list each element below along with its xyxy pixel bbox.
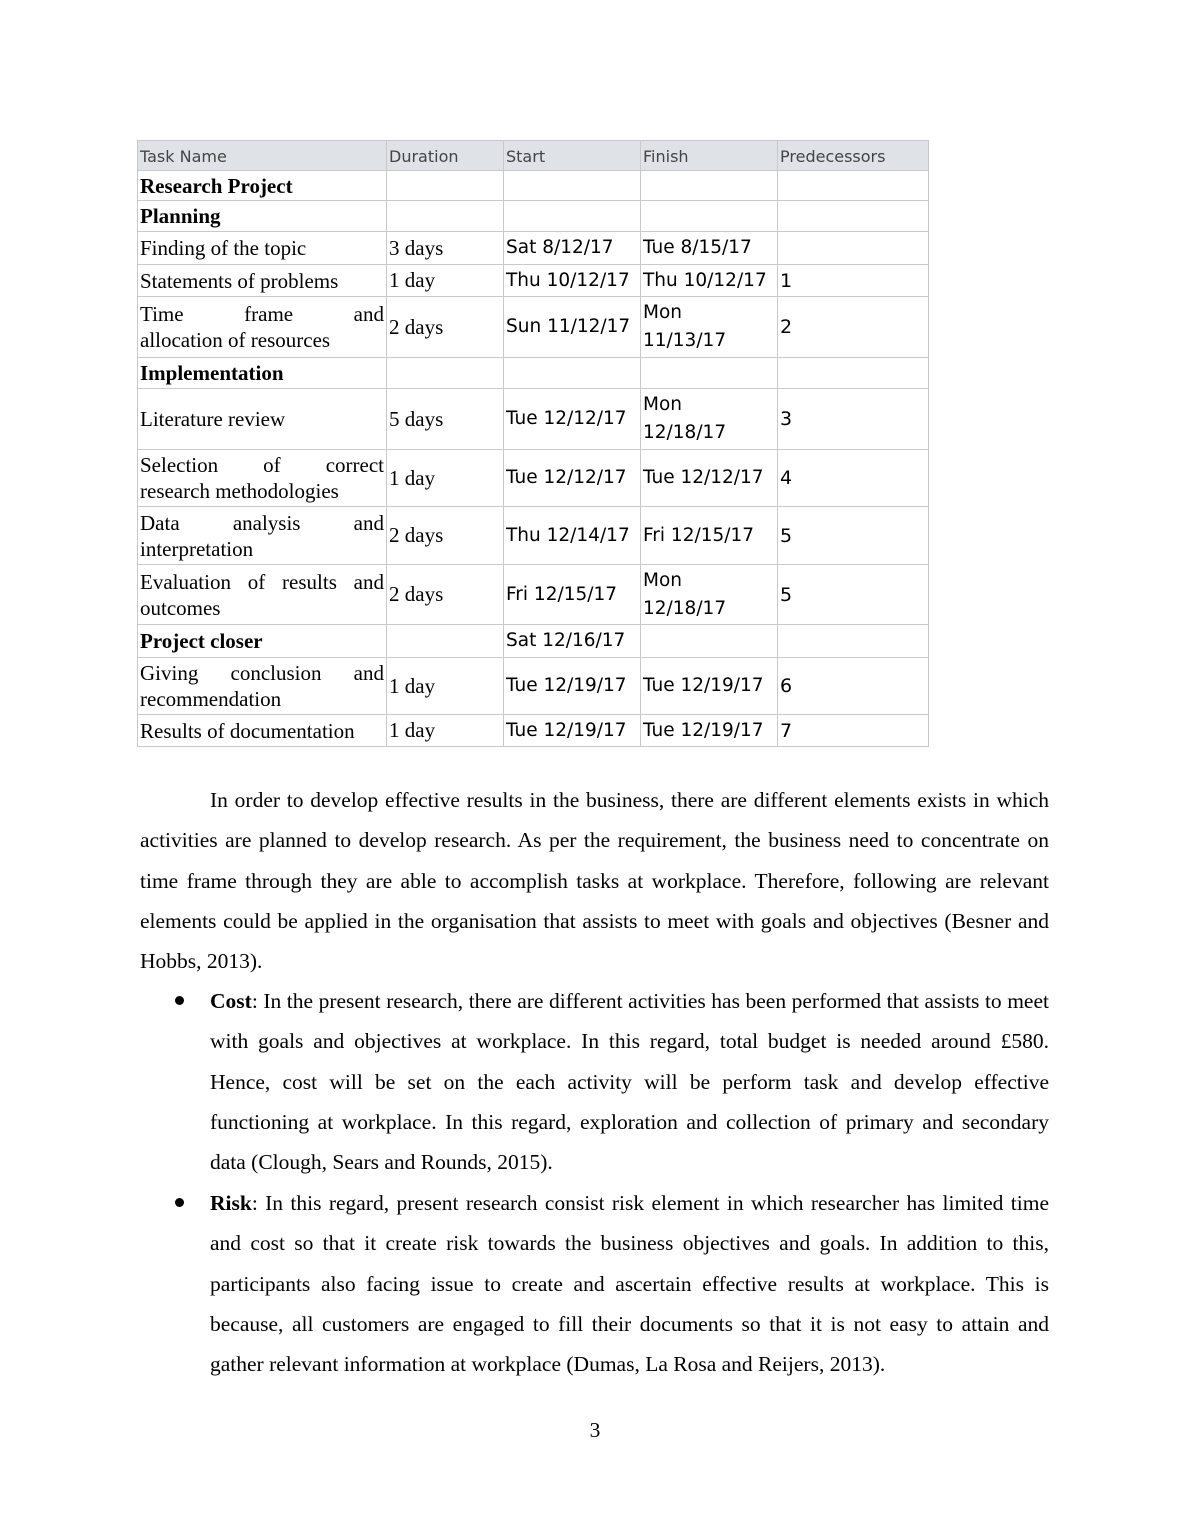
table-row: [138, 658, 929, 715]
task-duration: [387, 201, 504, 232]
task-predecessors: 4: [778, 450, 929, 507]
task-start: Sat 12/16/17: [504, 625, 641, 658]
table-row: [138, 715, 929, 747]
task-name: Literature review: [138, 389, 387, 450]
table-row: [138, 171, 929, 201]
task-finish-day: Mon: [643, 302, 683, 323]
task-predecessors: 3: [778, 389, 929, 450]
task-duration: 2 days: [387, 565, 504, 625]
bullet-icon: [175, 1198, 184, 1207]
task-finish: Tue 12/19/17: [641, 658, 778, 715]
task-finish: [641, 565, 778, 625]
bullet-text: : In this regard, present research consist risk element in which researcher has limited time and cost so that it create risk towards the business objectives and goals. In addition to this, participants also facing issue to create and ascertain effective results at workplace. This is because, all customers are engaged to fill their documents so that it is not easy to attain and gather relevant information at workplace (Dumas, La Rosa and Reijers, 2013).: [210, 1191, 1049, 1377]
task-start: [504, 171, 641, 201]
task-predecessors: [778, 625, 929, 658]
task-finish-date: 12/18/17: [643, 422, 727, 443]
task-name-line-2: outcomes: [140, 595, 221, 620]
task-finish: [641, 297, 778, 358]
table-row: [138, 265, 929, 297]
task-name: Statements of problems: [138, 265, 387, 297]
table-row: [138, 297, 929, 358]
table-row: [138, 625, 929, 658]
task-finish: Fri 12/15/17: [641, 507, 778, 565]
task-duration: 1 day: [387, 450, 504, 507]
task-predecessors: 5: [778, 507, 929, 565]
task-start: [504, 201, 641, 232]
task-finish: Tue 8/15/17: [641, 232, 778, 265]
header-start: Start: [504, 141, 641, 171]
task-start: Sat 8/12/17: [504, 232, 641, 265]
task-name: Planning: [138, 201, 387, 232]
task-duration: 1 day: [387, 265, 504, 297]
task-name-line-1: Giving conclusion and: [140, 661, 384, 685]
header-finish: Finish: [641, 141, 778, 171]
task-predecessors: 2: [778, 297, 929, 358]
task-start: Thu 10/12/17: [504, 265, 641, 297]
task-name: [138, 450, 387, 507]
task-name-line-2: allocation of resources: [140, 328, 331, 352]
task-predecessors: [778, 232, 929, 265]
bullet-icon: [175, 996, 184, 1005]
task-predecessors: [778, 201, 929, 232]
task-name-line-2: research methodologies: [140, 479, 339, 503]
header-task-name: Task Name: [138, 141, 387, 171]
task-name-line-1: Time frame and: [140, 302, 384, 326]
table-row: [138, 565, 929, 625]
task-duration: 5 days: [387, 389, 504, 450]
table-row: [138, 389, 929, 450]
task-name-line-1: Selection of correct: [140, 453, 384, 477]
task-duration: 2 days: [387, 297, 504, 358]
body-paragraph: In order to develop effective results in the business, there are different elements exists in which activities are planned to develop research. As per the requirement, the business need to concentrate on time frame through they are able to accomplish tasks at workplace. Therefore, following are relevant elements could be applied in the organisation that assists to meet with goals and objectives (Besner and Hobbs, 2013).: [140, 788, 1049, 974]
task-name: Finding of the topic: [138, 232, 387, 265]
bullet-term: Risk: [210, 1191, 252, 1215]
header-predecessors: Predecessors: [778, 141, 929, 171]
bullet-risk: [210, 1183, 1049, 1384]
task-name: Implementation: [138, 358, 387, 389]
task-finish: [641, 389, 778, 450]
task-finish: [641, 201, 778, 232]
bullet-term: Cost: [210, 989, 252, 1013]
task-name: [138, 565, 387, 625]
task-name-line-2: interpretation: [140, 536, 254, 561]
task-finish: [641, 171, 778, 201]
task-finish: Thu 10/12/17: [641, 265, 778, 297]
task-duration: [387, 171, 504, 201]
task-finish: [641, 358, 778, 389]
task-duration: 1 day: [387, 658, 504, 715]
task-finish-date: 12/18/17: [643, 597, 727, 619]
task-name: Project closer: [138, 625, 387, 658]
task-start: Tue 12/12/17: [504, 450, 641, 507]
task-predecessors: [778, 358, 929, 389]
task-name: [138, 507, 387, 565]
task-predecessors: 6: [778, 658, 929, 715]
table-header-row: [138, 141, 929, 171]
task-start: Tue 12/19/17: [504, 658, 641, 715]
table-row: [138, 201, 929, 232]
task-start: [504, 358, 641, 389]
task-predecessors: 7: [778, 715, 929, 747]
task-finish: [641, 625, 778, 658]
task-duration: [387, 358, 504, 389]
task-start: Fri 12/15/17: [504, 565, 641, 625]
task-finish-day: Mon: [643, 394, 683, 415]
task-start: Thu 12/14/17: [504, 507, 641, 565]
table-row: [138, 507, 929, 565]
task-duration: [387, 625, 504, 658]
task-finish-day: Mon: [643, 569, 683, 591]
task-start: Sun 11/12/17: [504, 297, 641, 358]
task-finish-date: 11/13/17: [643, 330, 727, 351]
task-duration: 2 days: [387, 507, 504, 565]
task-name: [138, 297, 387, 358]
page-number: 3: [589, 1418, 601, 1442]
task-finish: Tue 12/19/17: [641, 715, 778, 747]
task-predecessors: [778, 171, 929, 201]
task-predecessors: 1: [778, 265, 929, 297]
table-row: [138, 450, 929, 507]
task-name-line-2: recommendation: [140, 687, 282, 711]
task-start: Tue 12/19/17: [504, 715, 641, 747]
table-row: [138, 232, 929, 265]
table-row: [138, 358, 929, 389]
task-name: Research Project: [138, 171, 387, 201]
bullet-text: : In the present research, there are different activities has been performed that assists to meet with goals and objectives at workplace. In this regard, total budget is needed around £580. Hence, cost will be set on the each activity will be perform task and develop effective functioning at workplace. In this regard, exploration and collection of primary and secondary data (Clough, Sears and Rounds, 2015).: [210, 989, 1049, 1175]
task-duration: 1 day: [387, 715, 504, 747]
task-duration: 3 days: [387, 232, 504, 265]
task-finish: Tue 12/12/17: [641, 450, 778, 507]
task-name-line-1: Evaluation of results and: [140, 569, 384, 594]
project-schedule-table: [137, 140, 929, 747]
task-predecessors: 5: [778, 565, 929, 625]
header-duration: Duration: [387, 141, 504, 171]
task-name: [138, 658, 387, 715]
task-name-line-1: Data analysis and: [140, 510, 384, 535]
task-start: Tue 12/12/17: [504, 389, 641, 450]
bullet-cost: [210, 981, 1049, 1182]
task-name: Results of documentation: [138, 715, 387, 747]
